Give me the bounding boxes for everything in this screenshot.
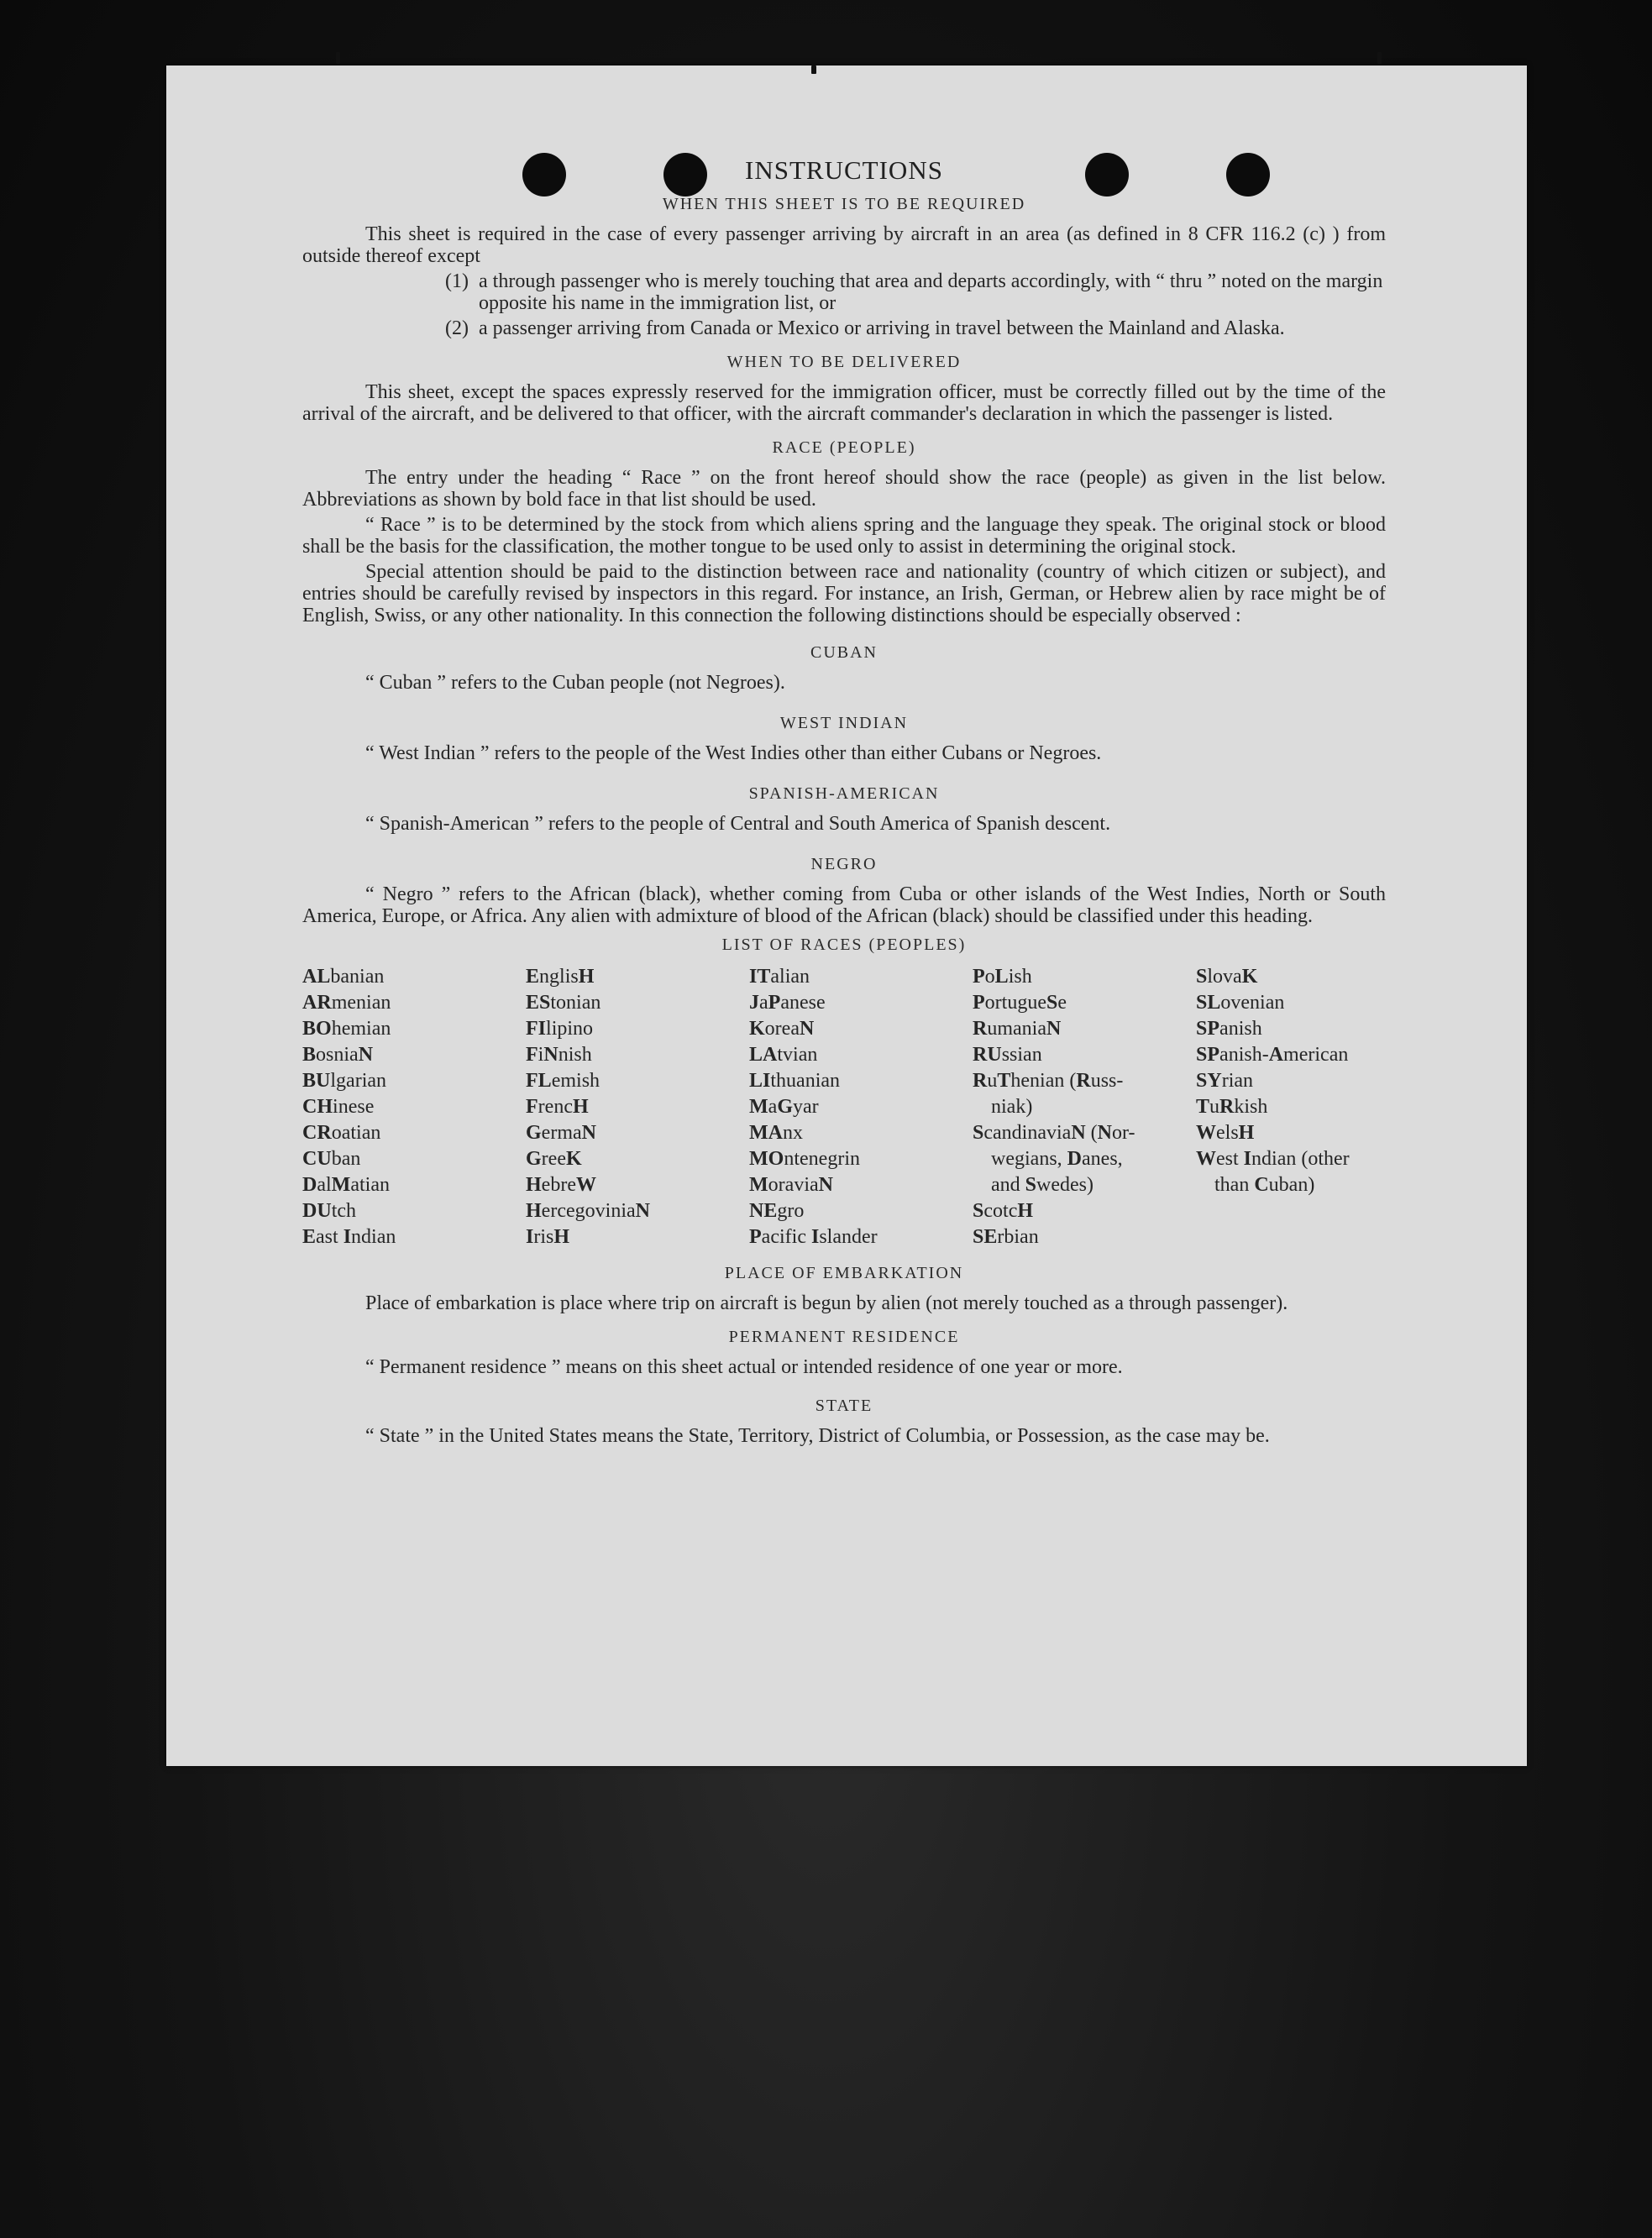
section-paragraph: “ West Indian ” refers to the people of the West Indies other than either Cubans or Negroes. [365,742,1102,764]
race-entry: FiNnish [526,1044,592,1066]
races-list [302,964,1386,1250]
race-entry: MAnx [749,1122,803,1144]
race-entry: EnglisH [526,966,595,988]
list-item [302,270,1386,314]
race-entry: SlovaK [1196,966,1258,988]
section-heading: NEGRO [810,855,878,873]
races-column [526,964,749,1250]
race-entry: JaPanese [749,992,826,1014]
race-entry: BosniaN [302,1044,374,1066]
section-paragraph: “ Race ” is to be determined by the stock from which aliens spring and the language they speak. The original stock or blood shall be the basis for the classification, the mother tongue to be used only to assist in determining the original stock. [302,514,1386,558]
race-entry: niak) [991,1096,1033,1118]
race-entry: KoreaN [749,1018,815,1040]
race-entry: LAtvian [749,1044,818,1066]
section-heading: WHEN THIS SHEET IS TO BE REQUIRED [662,195,1026,213]
section-paragraph: “ State ” in the United States means the State, Territory, District of Columbia, or Possession, as the case may be. [365,1425,1270,1447]
dust-speck [1377,52,1382,64]
race-entry: BUlgarian [302,1070,387,1092]
race-entry: PortugueSe [973,992,1067,1014]
race-entry: MOntenegrin [749,1148,860,1170]
race-entry: ScotcH [973,1200,1034,1222]
section-paragraph: Special attention should be paid to the distinction between race and nationality (country of which citizen or subject), and entries should be carefully revised by inspectors in this regard. For instance, an Irish, German, or Hebrew alien by race might be of English, Swiss, or any other nationality. In this connection the following distinctions should be especially observed : [302,561,1386,626]
document-title: INSTRUCTIONS [745,155,943,185]
race-entry: FrencH [526,1096,589,1118]
section-paragraph: Place of embarkation is place where trip on aircraft is begun by alien (not merely touched as a through passenger). [365,1292,1288,1314]
section-paragraph: The entry under the heading “ Race ” on the front hereof should show the race (people) as given in the list below. Abbreviations as shown by bold face in that list should be used. [302,467,1386,511]
races-column [302,964,526,1250]
race-entry: EStonian [526,992,601,1014]
race-entry: CHinese [302,1096,375,1118]
race-entry: FIlipino [526,1018,594,1040]
race-entry: wegians, Danes, [991,1148,1123,1170]
item-number: (2) [445,317,469,339]
section-heading: CUBAN [810,643,878,662]
race-entry: HercegoviniaN [526,1200,650,1222]
race-entry: IrisH [526,1226,570,1248]
race-entry: MaGyar [749,1096,819,1118]
race-entry: TuRkish [1196,1096,1268,1118]
item-text: a through passenger who is merely touching that area and departs accordingly, with “ thru ” noted on the margin opposite his name in the immigration list, or [479,270,1383,314]
race-entry: SPanish [1196,1018,1262,1040]
section-heading: WEST INDIAN [779,714,909,732]
race-entry: SPanish-American [1196,1044,1349,1066]
race-entry: CUban [302,1148,361,1170]
race-entry: RUssian [973,1044,1042,1066]
item-text: a passenger arriving from Canada or Mexico or arriving in travel between the Mainland and Alaska. [479,317,1285,339]
race-entry: PoLish [973,966,1032,988]
race-entry: FLemish [526,1070,600,1092]
race-entry: BOhemian [302,1018,391,1040]
section-heading: PLACE OF EMBARKATION [724,1264,964,1282]
section-paragraph: This sheet is required in the case of every passenger arriving by aircraft in an area (as defined in 8 CFR 116.2 (c) ) from outside thereof except [302,223,1386,267]
race-entry: GermaN [526,1122,596,1144]
section-paragraph: “ Negro ” refers to the African (black), whether coming from Cuba or other islands of the West Indies, North or South America, Europe, or Africa. Any alien with admixture of blood of the African (black) should be classified under this heading. [302,883,1386,927]
race-entry: East Indian [302,1226,396,1248]
race-entry: SLovenian [1196,992,1285,1014]
races-column [973,964,1196,1250]
list-item [302,317,1386,339]
document-content [302,155,1386,1447]
races-column [1196,964,1381,1250]
race-entry: WelsH [1196,1122,1255,1144]
race-entry: and Swedes) [991,1174,1094,1196]
race-entry: ITalian [749,966,810,988]
race-entry: HebreW [526,1174,596,1196]
dust-speck [811,66,816,74]
race-entry: MoraviaN [749,1174,833,1196]
section-paragraph: This sheet, except the spaces expressly reserved for the immigration officer, must be correctly filled out by the time of the arrival of the aircraft, and be delivered to that officer, with the aircraft commander's declaration in which the passenger is listed. [302,381,1386,425]
race-entry: ALbanian [302,966,385,988]
dust-speck [336,52,340,64]
race-entry: GreeK [526,1148,582,1170]
race-entry: SErbian [973,1226,1039,1248]
section-heading: LIST OF RACES (PEOPLES) [721,936,967,954]
section-heading: RACE (PEOPLE) [772,438,916,457]
race-entry: West Indian (other [1196,1148,1350,1170]
section-paragraph: “ Cuban ” refers to the Cuban people (not Negroes). [365,672,785,694]
section-heading: SPANISH-AMERICAN [748,784,940,803]
race-entry: RuThenian (Russ- [973,1070,1124,1092]
race-entry: Pacific Islander [749,1226,878,1248]
section-paragraph: “ Permanent residence ” means on this sheet actual or intended residence of one year or more. [365,1356,1123,1378]
race-entry: ARmenian [302,992,391,1014]
race-entry: LIthuanian [749,1070,841,1092]
race-entry: DalMatian [302,1174,390,1196]
section-paragraph: “ Spanish-American ” refers to the people of Central and South America of Spanish descent. [365,813,1111,835]
race-entry: CRoatian [302,1122,381,1144]
item-number: (1) [445,270,469,292]
section-heading: STATE [815,1397,873,1415]
race-entry: than Cuban) [1214,1174,1315,1196]
race-entry: ScandinaviaN (Nor- [973,1122,1135,1144]
races-column [749,964,973,1250]
race-entry: NEgro [749,1200,805,1222]
race-entry: RumaniaN [973,1018,1062,1040]
section-heading: WHEN TO BE DELIVERED [726,353,962,371]
section-heading: PERMANENT RESIDENCE [728,1328,960,1346]
race-entry: SYrian [1196,1070,1254,1092]
race-entry: DUtch [302,1200,357,1222]
